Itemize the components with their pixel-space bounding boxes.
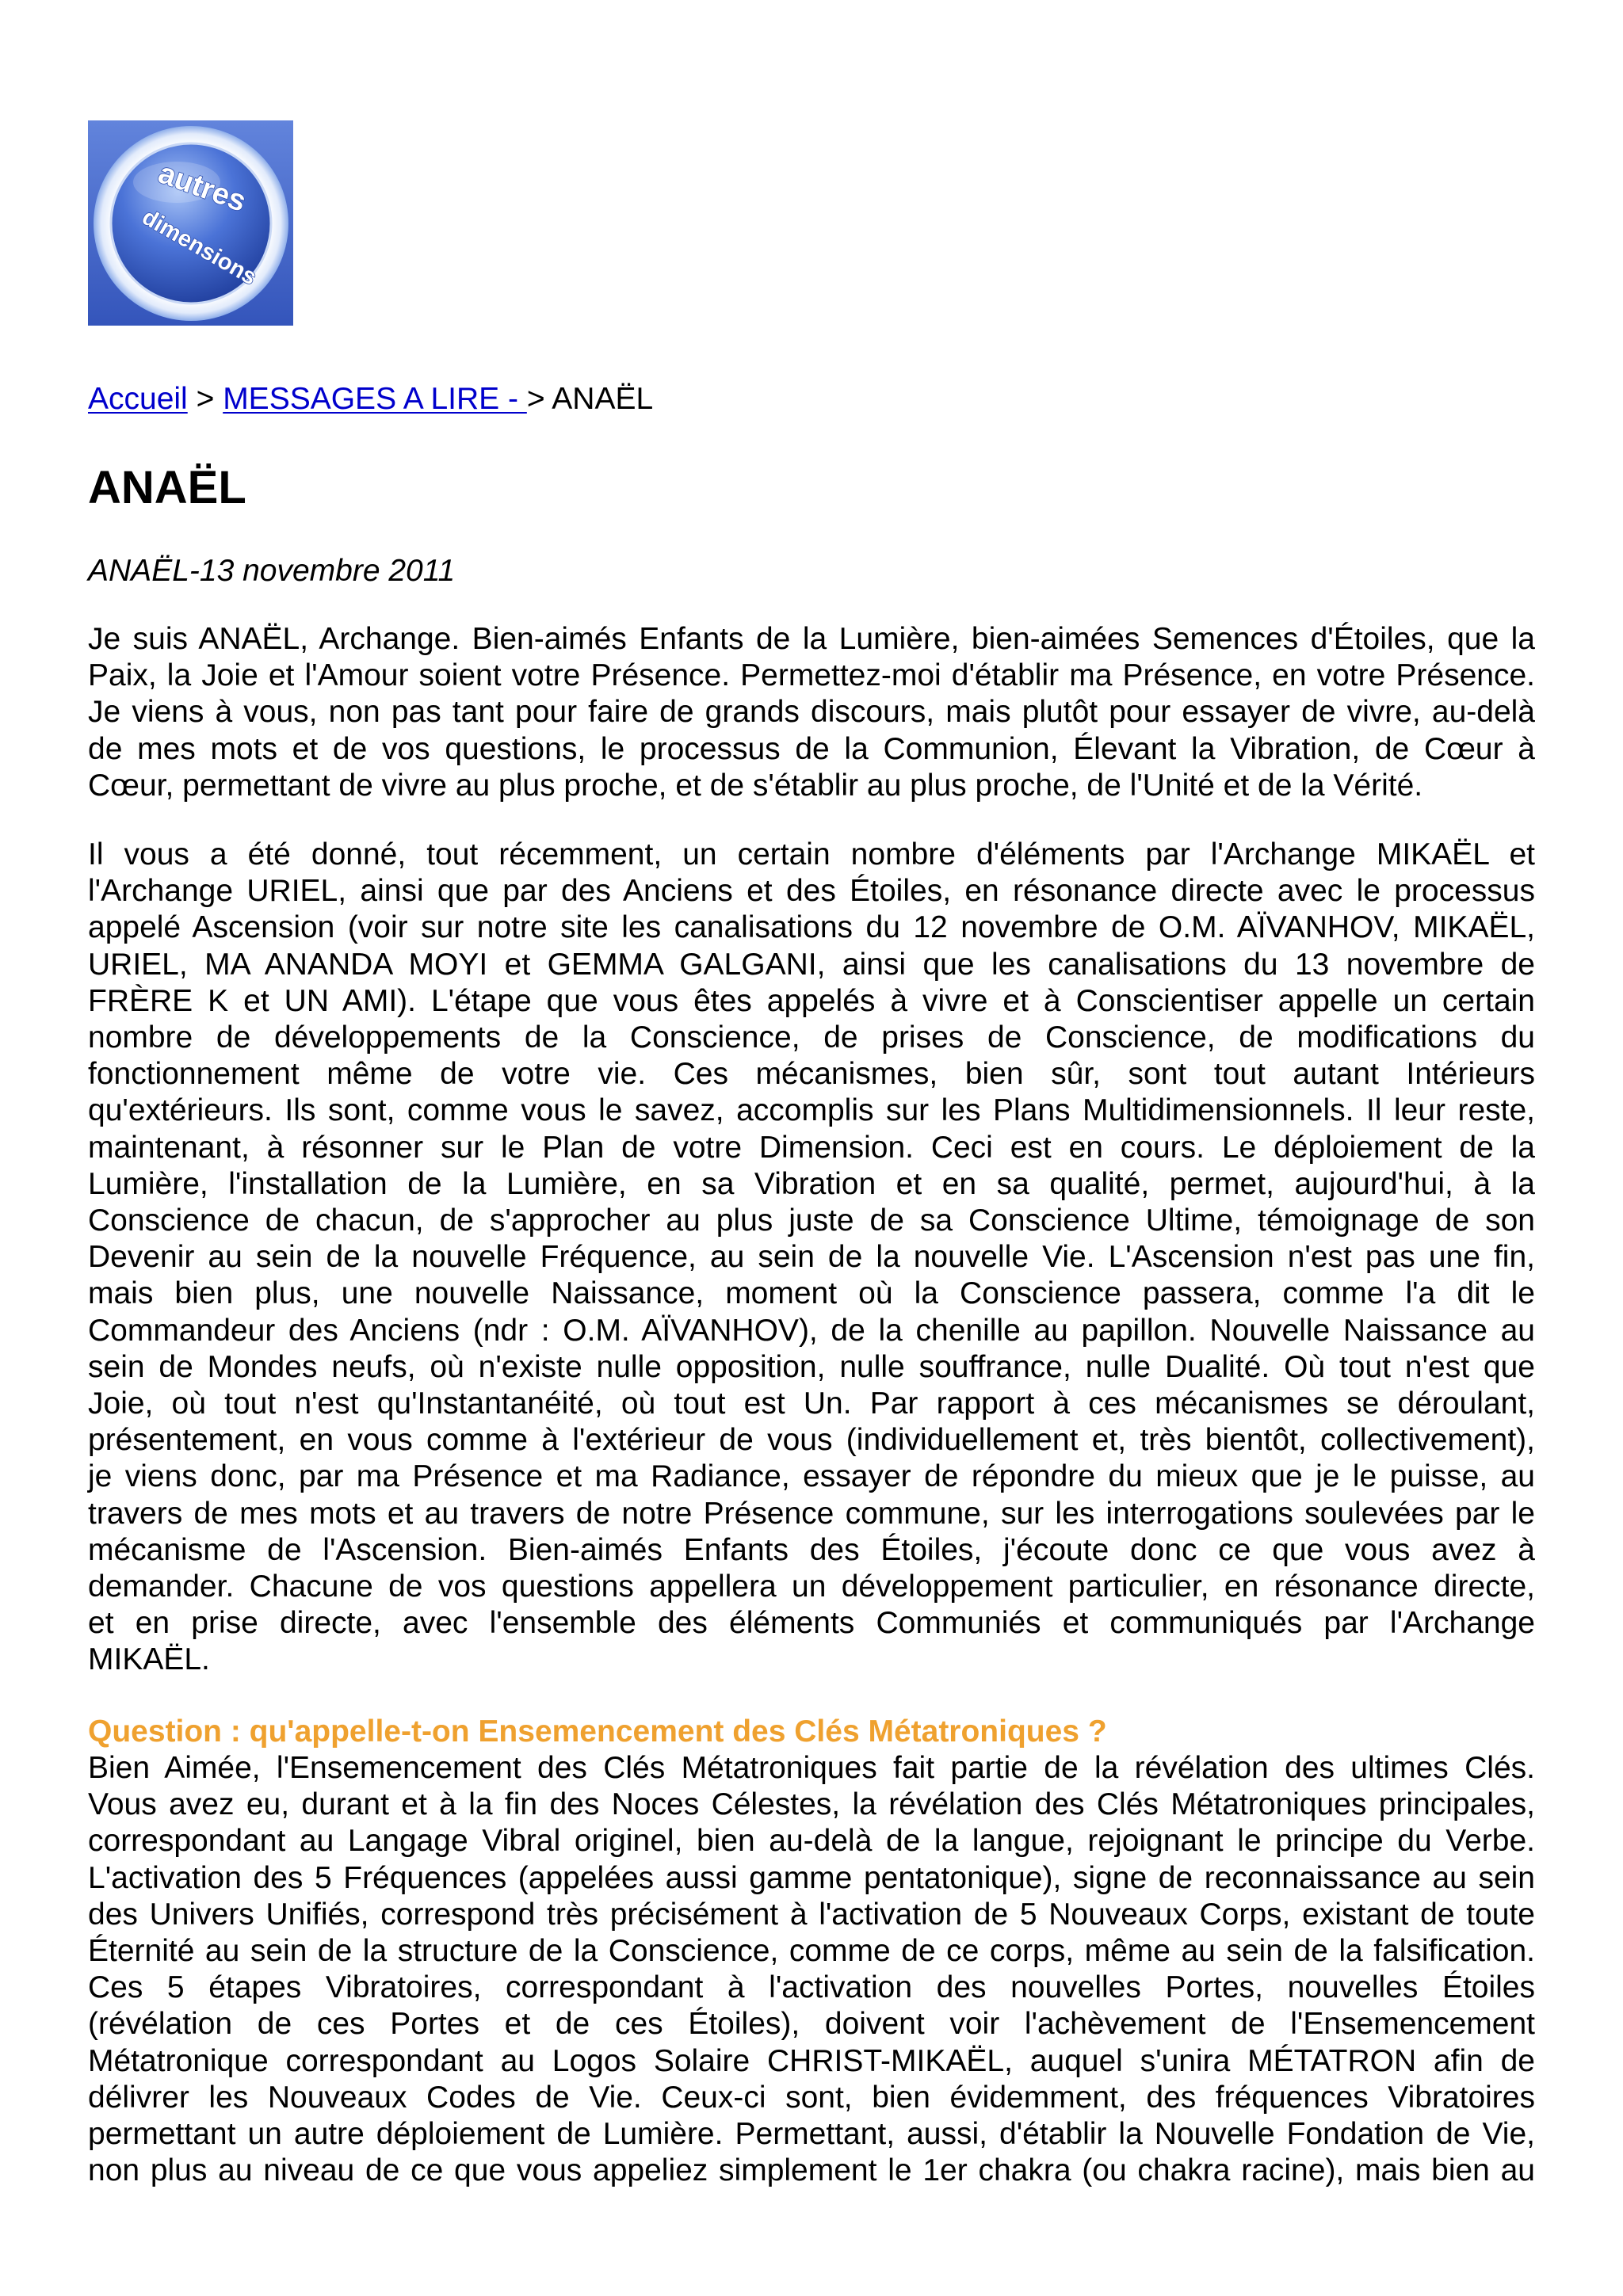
text-line: Je suis ANAËL, Archange. Bien-aimés Enfants de la Lumière, bien-aimées Semences d'Étoiles, que la (88, 622, 1535, 656)
text-line: Joie, où tout n'est qu'Instantanéité, où tout est Un. Par rapport à ces mécanismes se déroulant, (88, 1386, 1535, 1421)
text-line: Commandeur des Anciens (ndr : O.M. AÏVANHOV), de la chenille au papillon. Nouvelle Naissance au (88, 1313, 1535, 1348)
page-title: ANAËL (88, 462, 246, 513)
answer-paragraph (88, 1750, 1535, 2189)
text-line: qu'extérieurs. Ils sont, comme vous le savez, accomplis sur les Plans Multidimensionnels. Il leur reste, (88, 1093, 1535, 1128)
body-paragraph (88, 837, 1535, 1679)
breadcrumb (88, 381, 1535, 418)
text-line: Bien Aimée, l'Ensemencement des Clés Métatroniques fait partie de la révélation des ultimes Clés. (88, 1751, 1535, 1785)
logo-graphic (88, 120, 293, 326)
breadcrumb-home-link[interactable]: Accueil (88, 382, 188, 416)
text-line: Ces 5 étapes Vibratoires, correspondant à l'activation des nouvelles Portes, nouvelles Étoiles (88, 1970, 1535, 2005)
text-line: FRÈRE K et UN AMI). L'étape que vous êtes appelés à vivre et à Conscientiser appelle un certain (88, 983, 1535, 1018)
text-line: Je viens à vous, non pas tant pour faire de grands discours, mais plutôt pour essayer de vivre, au-delà (88, 695, 1535, 730)
text-line: sein de Mondes neufs, où n'existe nulle opposition, nulle souffrance, nulle Dualité. Où tout n'est que (88, 1349, 1535, 1384)
text-line: je viens donc, par ma Présence et ma Radiance, essayer de répondre du mieux que je le puisse, au (88, 1459, 1535, 1494)
text-line: Vous avez eu, durant et à la fin des Noces Célestes, la révélation des Clés Métatroniques principales, (88, 1787, 1535, 1822)
text-line: (révélation de ces Portes et de ces Étoiles), doivent voir l'achèvement de l'Ensemencement (88, 2007, 1535, 2042)
text-line: mécanisme de l'Ascension. Bien-aimés Enfants des Étoiles, j'écoute donc ce que vous avez à (88, 1532, 1535, 1567)
text-line: Conscience de chacun, de s'approcher au plus juste de sa Conscience Ultime, témoignage de son (88, 1203, 1535, 1238)
breadcrumb-section-link[interactable]: MESSAGES A LIRE - (223, 382, 527, 416)
breadcrumb-current: ANAËL (552, 382, 654, 416)
message-date-subtitle: ANAËL-13 novembre 2011 (88, 554, 456, 588)
text-line: demander. Chacune de vos questions appellera un développement particulier, en résonance directe, (88, 1569, 1535, 1604)
breadcrumb-separator: > (526, 382, 552, 416)
text-line: Lumière, l'installation de la Lumière, en sa Vibration et en sa qualité, permet, aujourd'hui, à la (88, 1166, 1535, 1201)
text-line: Cœur, permettant de vivre au plus proche, et de s'établir au plus proche, de l'Unité et de la Vérité. (88, 768, 1423, 803)
text-line: permettant un autre déploiement de Lumière. Permettant, aussi, d'établir la Nouvelle Fondation de Vie, (88, 2117, 1535, 2152)
text-line: Éternité au sein de la structure de la Conscience, comme de ce corps, même au sein de la falsification. (88, 1934, 1535, 1969)
text-line: délivrer les Nouveaux Codes de Vie. Ceux-ci sont, bien évidemment, des fréquences Vibratoires (88, 2080, 1535, 2115)
text-line: des Univers Unifiés, correspond très précisément à l'activation de 5 Nouveaux Corps, existant de toute (88, 1897, 1535, 1932)
text-line: nombre de développements de la Conscience, de prises de Conscience, de modifications du (88, 1020, 1535, 1055)
text-line: appelé Ascension (voir sur notre site les canalisations du 12 novembre de O.M. AÏVANHOV, MIKAËL, (88, 910, 1535, 945)
intro-paragraph (88, 621, 1535, 804)
text-line: non plus au niveau de ce que vous appeliez simplement le 1er chakra (ou chakra racine), mais bien au (88, 2153, 1535, 2188)
text-line: maintenant, à résonner sur le Plan de votre Dimension. Ceci est en cours. Le déploiement de la (88, 1130, 1535, 1165)
question-heading: Question : qu'appelle-t-on Ensemencement des Clés Métatroniques ? (88, 1714, 1107, 1749)
text-line: fonctionnement même de votre vie. Ces mécanismes, bien sûr, sont tout autant Intérieurs (88, 1057, 1535, 1092)
text-line: de mes mots et de vos questions, le processus de la Communion, Élevant la Vibration, de Cœur à (88, 731, 1535, 766)
text-line: l'Archange URIEL, ainsi que par des Anciens et des Étoiles, en résonance directe avec le processus (88, 874, 1535, 909)
text-line: et en prise directe, avec l'ensemble des éléments Communiés et communiqués par l'Archange (88, 1606, 1535, 1641)
text-line: mais bien plus, une nouvelle Naissance, moment où la Conscience passera, comme l'a dit le (88, 1276, 1535, 1311)
text-line: URIEL, MA ANANDA MOYI et GEMMA GALGANI, ainsi que les canalisations du 13 novembre de (88, 947, 1535, 982)
logo-word-bottom: dimensions (137, 204, 262, 291)
text-line: L'activation des 5 Fréquences (appelées aussi gamme pentatonique), signe de reconnaissance au sein (88, 1860, 1535, 1895)
text-line: travers de mes mots et au travers de notre Présence commune, sur les interrogations soulevées par le (88, 1496, 1535, 1531)
text-line: Il vous a été donné, tout récemment, un certain nombre d'éléments par l'Archange MIKAËL et (88, 837, 1535, 871)
site-logo (88, 120, 293, 326)
logo-word-top: autres (154, 156, 250, 219)
text-line: Métatronique correspondant au Logos Solaire CHRIST-MIKAËL, auquel s'unira MÉTATRON afin de (88, 2043, 1535, 2078)
text-line: MIKAËL. (88, 1642, 210, 1677)
text-line: correspondant au Langage Vibral originel, bien au-delà de la langue, rejoignant le principe du Verbe. (88, 1824, 1535, 1859)
text-line: Paix, la Joie et l'Amour soient votre Présence. Permettez-moi d'établir ma Présence, en votre Présence. (88, 658, 1535, 693)
text-line: Devenir au sein de la nouvelle Fréquence, au sein de la nouvelle Vie. L'Ascension n'est pas une fin, (88, 1240, 1535, 1275)
text-line: présentement, en vous comme à l'extérieur de vous (individuellement et, très bientôt, collectivement), (88, 1423, 1535, 1458)
breadcrumb-separator: > (187, 382, 223, 416)
